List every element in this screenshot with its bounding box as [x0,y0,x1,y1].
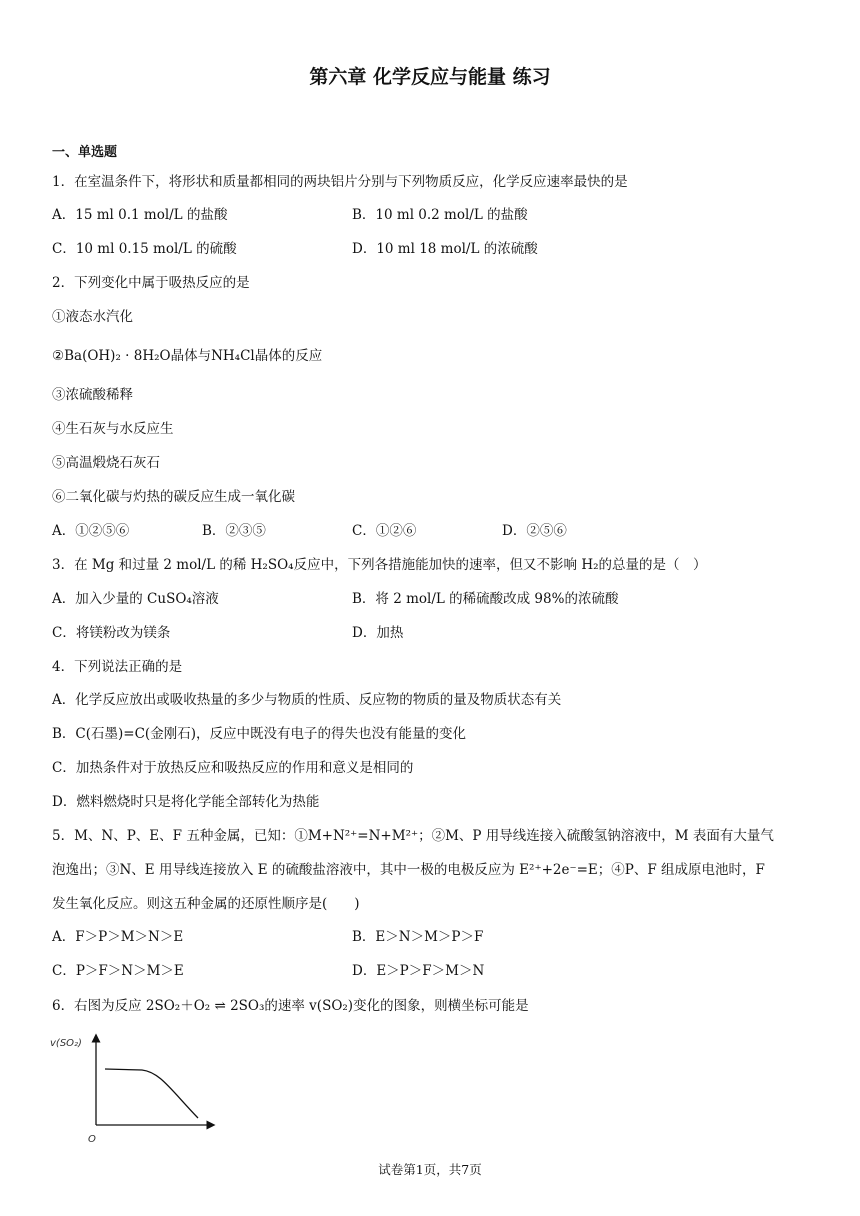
q6-stem: 6．右图为反应 2SO₂＋O₂ ⇌ 2SO₃的速率 v(SO₂)变化的图象，则横坐标可能是 [52,998,529,1014]
q2-item-5: ⑤高温煅烧石灰石 [52,455,160,471]
q5-stem-line-1: 5．M、N、P、E、F 五种金属，已知：①M+N²⁺=N+M²⁺；②M、P 用导线连接入硫酸氢钠溶液中，M 表面有大量气 [52,828,774,844]
q5-stem-line-3: 发生氧化反应。则这五种金属的还原性顺序是( ) [52,896,360,912]
page-footer: 试卷第1页，共7页 [378,1162,482,1177]
q1-option-c: C．10 ml 0.15 mol/L 的硫酸 [52,241,237,257]
q2-item-2: ②Ba(OH)₂ · 8H₂O晶体与NH₄Cl晶体的反应 [52,348,323,364]
q2-option-b: B．②③⑤ [202,523,266,539]
q2-item-1: ①液态水汽化 [52,309,133,325]
q5-option-a: A．F＞P＞M＞N＞E [52,929,184,945]
q2-option-c: C．①②⑥ [352,523,417,539]
q4-option-b: B．C(石墨)=C(金刚石)，反应中既没有电子的得失也没有能量的变化 [52,726,466,742]
q5-option-c: C．P＞F＞N＞M＞E [52,963,184,979]
q4-option-c: C．加热条件对于放热反应和吸热反应的作用和意义是相同的 [52,760,414,776]
q3-option-d: D．加热 [352,625,404,641]
q1-option-d: D．10 ml 18 mol/L 的浓硫酸 [352,241,538,257]
page-title: 第六章 化学反应与能量 练习 [309,66,551,88]
q1-stem: 1．在室温条件下，将形状和质量都相同的两块铝片分别与下列物质反应，化学反应速率最快的是 [52,174,628,190]
q4-option-a: A．化学反应放出或吸收热量的多少与物质的性质、反应物的物质的量及物质状态有关 [52,692,562,708]
origin-label: O [88,1134,96,1145]
q3-option-a: A．加入少量的 CuSO₄溶液 [52,591,219,607]
q1-option-a: A．15 ml 0.1 mol/L 的盐酸 [52,207,228,223]
q5-stem-line-2: 泡逸出；③N、E 用导线连接放入 E 的硫酸盐溶液中，其中一极的电极反应为 E²⁺+2e⁻=E；④P、F 组成原电池时，F [52,862,765,878]
q5-option-d: D．E＞P＞F＞M＞N [352,963,485,979]
y-axis-label: v(SO₂) [50,1038,82,1049]
q2-item-4: ④生石灰与水反应生 [52,421,174,437]
q3-option-c: C．将镁粉改为镁条 [52,625,171,641]
q1-option-b: B．10 ml 0.2 mol/L 的盐酸 [352,207,528,223]
rate-curve [105,1069,198,1118]
q2-stem: 2．下列变化中属于吸热反应的是 [52,275,250,291]
section-heading: 一、单选题 [52,145,118,160]
q2-option-d: D．②⑤⑥ [502,523,567,539]
q4-option-d: D．燃料燃烧时只是将化学能全部转化为热能 [52,794,320,810]
q3-option-b: B．将 2 mol/L 的稀硫酸改成 98%的浓硫酸 [352,591,619,607]
q2-item-3: ③浓硫酸稀释 [52,387,133,403]
rate-graph [48,1030,218,1145]
rate-graph-svg [48,1030,218,1145]
q2-item-6: ⑥二氧化碳与灼热的碳反应生成一氧化碳 [52,489,295,505]
q4-stem: 4．下列说法正确的是 [52,659,183,675]
q2-option-a: A．①②⑤⑥ [52,523,130,539]
q3-stem: 3．在 Mg 和过量 2 mol/L 的稀 H₂SO₄反应中，下列各措施能加快的速率，但又不影响 H₂的总量的是（ ） [52,557,707,573]
q5-option-b: B．E＞N＞M＞P＞F [352,929,484,945]
